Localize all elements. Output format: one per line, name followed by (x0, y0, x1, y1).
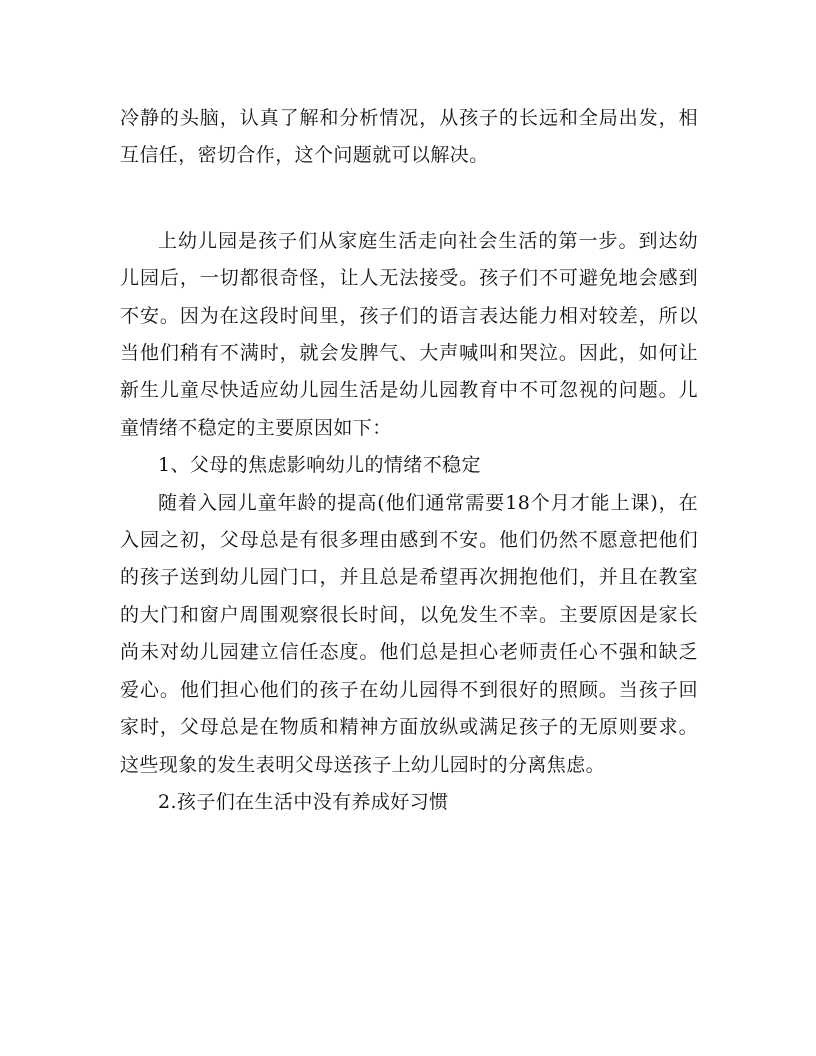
paragraph-gap (120, 175, 698, 223)
paragraph-intro: 上幼儿园是孩子们从家庭生活走向社会生活的第一步。到达幼儿园后，一切都很奇怪，让人无法接受。孩子们不可避免地会感到不安。因为在这段时间里，孩子们的语言表达能力相对较差，所以当他们稍有不满时，就会发脾气、大声喊叫和哭泣。因此，如何让新生儿童尽快适应幼儿园生活是幼儿园教育中不可忽视的问题。儿童情绪不稳定的主要原因如下： (120, 229, 698, 439)
section-heading-1: 1、父母的焦虑影响幼儿的情绪不稳定 (158, 454, 481, 477)
paragraph-parents-anxiety: 随着入园儿童年龄的提高(他们通常需要18个月才能上课)，在入园之初，父母总是有很多理由感到不安。他们仍然不愿意把他们的孩子送到幼儿园门口，并且总是希望再次拥抱他们，并且在教室的大门和窗户周围观察很长时间，以免发生不幸。主要原因是家长尚未对幼儿园建立信任态度。他们总是担心老师责任心不强和缺乏爱心。他们担心他们的孩子在幼儿园得不到很好的照顾。当孩子回家时，父母总是在物质和精神方面放纵或满足孩子的无原则要求。这些现象的发生表明父母送孩子上幼儿园时的分离焦虑。 (120, 491, 698, 776)
paragraph-continuation: 冷静的头脑，认真了解和分析情况，从孩子的长远和全局出发，相互信任，密切合作，这个问题就可以解决。 (120, 107, 698, 167)
section-heading-2: 2.孩子们在生活中没有养成好习惯 (158, 790, 449, 813)
document-body (120, 100, 698, 821)
